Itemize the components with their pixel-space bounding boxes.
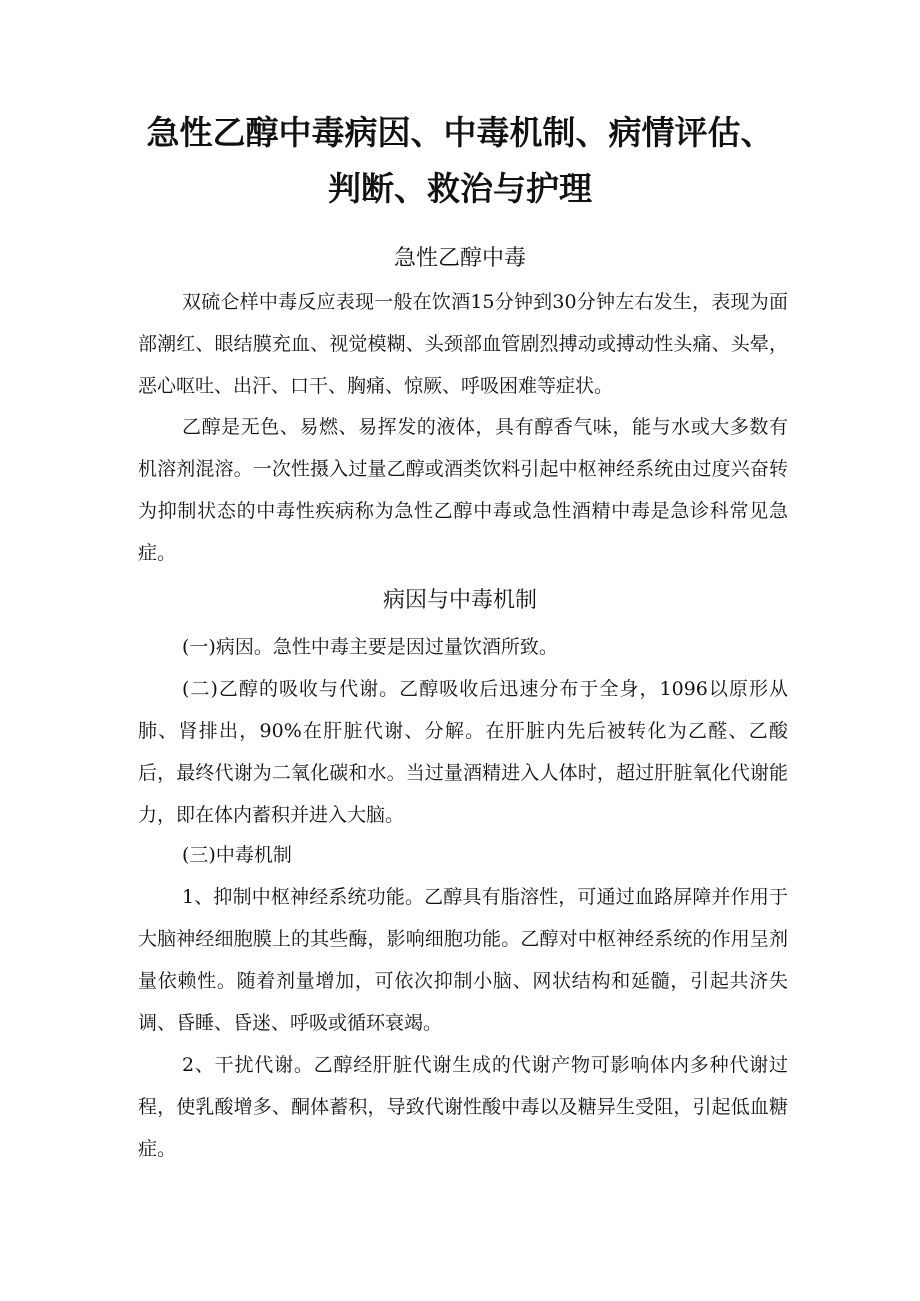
title-line-1: 急性乙醇中毒病因、中毒机制、病情评估、 — [146, 113, 774, 152]
section-heading-acute-ethanol-poisoning: 急性乙醇中毒 — [393, 246, 526, 271]
section-heading-cause-and-mechanism: 病因与中毒机制 — [382, 588, 537, 613]
paragraph-cause: (一)病因。急性中毒主要是因过量饮酒所致。 — [182, 636, 558, 658]
paragraph-absorption-metabolism: (二)乙醇的吸收与代谢。乙醇吸收后迅速分布于全身，1096以原形从肺、肾排出，90%在肝脏代谢、分解。在肝脏内先后被转化为乙醛、乙酸后，最终代谢为二氧化碳和水。当过量酒精进入人体时，超过肝脏氧化代谢能力，即在体内蓄积并进入大脑。 — [138, 678, 788, 826]
paragraph-disulfiram-reaction: 双硫仑样中毒反应表现一般在饮酒15分钟到30分钟左右发生，表现为面部潮红、眼结膜充血、视觉模糊、头颈部血管剧烈搏动或搏动性头痛、头晕，恶心呕吐、出汗、口干、胸痛、惊厥、呼吸困难等症状。 — [138, 291, 788, 397]
paragraph-ethanol-definition: 乙醇是无色、易燃、易挥发的液体，具有醇香气味，能与水或大多数有机溶剂混溶。一次性摄入过量乙醇或酒类饮料引起中枢神经系统由过度兴奋转为抑制状态的中毒性疾病称为急性乙醇中毒或急性酒精中毒是急诊科常见急症。 — [138, 416, 788, 564]
paragraph-mechanism-heading: (三)中毒机制 — [182, 844, 292, 866]
paragraph-metabolic-interference: 2、干扰代谢。乙醇经肝脏代谢生成的代谢产物可影响体内多种代谢过程，使乳酸增多、酮体蓄积，导致代谢性酸中毒以及糖异生受阻，引起低血糖症。 — [138, 1054, 788, 1160]
title-line-2: 判断、救治与护理 — [328, 169, 592, 208]
paragraph-cns-suppression: 1、抑制中枢神经系统功能。乙醇具有脂溶性，可通过血路屏障并作用于大脑神经细胞膜上的其些酶，影响细胞功能。乙醇对中枢神经系统的作用呈剂量依赖性。随着剂量增加，可依次抑制小脑、网状结构和延髓，引起共济失调、昏睡、昏迷、呼吸或循环衰竭。 — [138, 886, 788, 1034]
document-title — [100, 105, 820, 217]
